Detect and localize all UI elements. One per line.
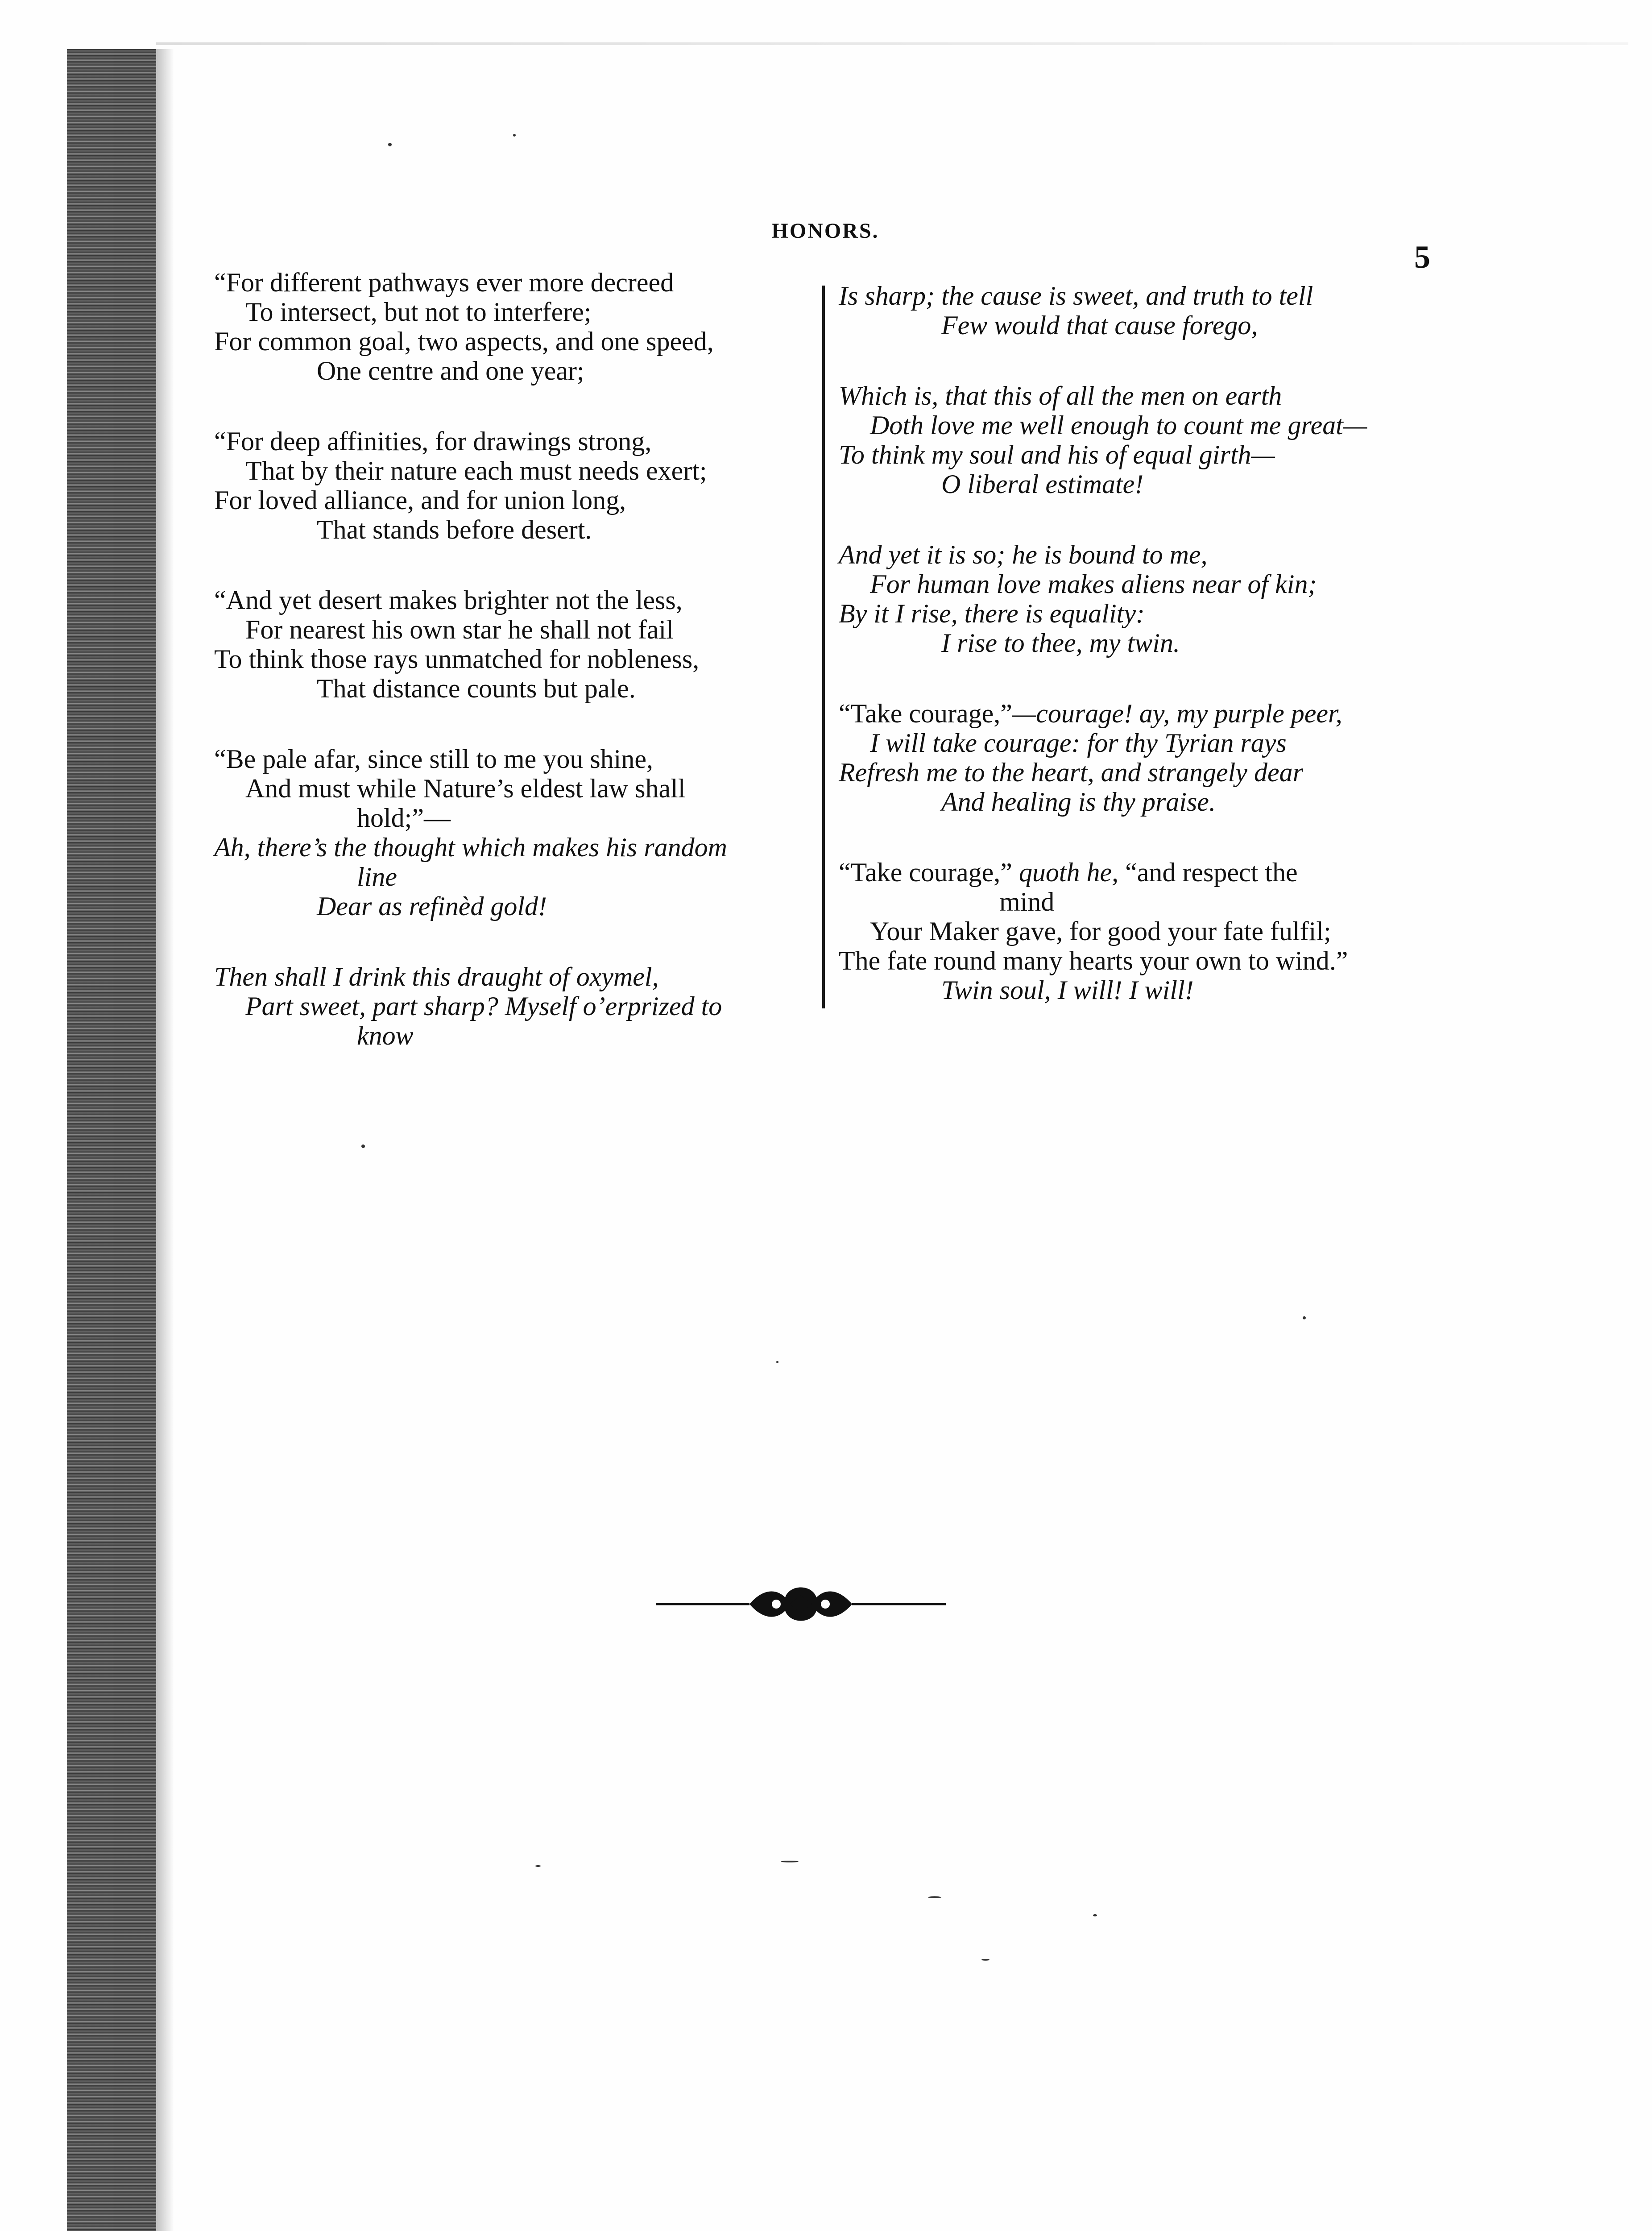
poem-line — [214, 744, 825, 774]
paper-speck — [388, 143, 392, 146]
poem-line-text: And healing is thy praise. — [941, 787, 1216, 817]
page-number: 5 — [1414, 239, 1430, 275]
poem-line — [839, 440, 1450, 469]
poem-line — [214, 515, 825, 544]
poem-stanza — [839, 858, 1450, 1005]
poem-line-text: “Take courage,” — [839, 858, 1019, 887]
poem-line-text: To think my soul and his of equal girth— — [839, 440, 1275, 469]
poem-stanza — [214, 744, 825, 921]
poem-line — [214, 297, 825, 327]
poem-line — [214, 833, 825, 862]
right-column — [839, 281, 1450, 1046]
poem-line — [214, 615, 825, 644]
poem-line-text: quoth he, — [1019, 858, 1119, 887]
poem-line-text: Dear as refinèd gold! — [317, 892, 547, 921]
poem-line — [839, 628, 1450, 658]
poem-line — [839, 728, 1450, 758]
page-top-edge — [156, 42, 1628, 45]
poem-line-text: Which is, that this of all the men on earth — [839, 381, 1282, 411]
poem-line — [214, 356, 825, 386]
poem-line — [214, 456, 825, 485]
poem-line-text: The fate round many hearts your own to wind.” — [839, 946, 1348, 975]
paper-speck — [361, 1145, 365, 1148]
poem-line-text: For nearest his own star he shall not fail — [245, 615, 674, 644]
poem-line — [214, 774, 825, 803]
column-divider — [822, 286, 825, 1008]
poem-line-text: “Take courage,” — [839, 699, 1012, 728]
poem-line-text: That by their nature each must needs exert; — [245, 456, 707, 485]
poem-line — [839, 281, 1450, 311]
poem-line-text: I rise to thee, my twin. — [941, 628, 1180, 658]
tailpiece-ornament-icon — [656, 1580, 946, 1629]
paper-speck — [1093, 1914, 1097, 1916]
book-binding-edge — [67, 49, 156, 2231]
paper-speck — [535, 1865, 541, 1867]
poem-line-text: For common goal, two aspects, and one speed, — [214, 327, 714, 356]
paper-speck — [776, 1361, 778, 1363]
poem-line-text: For loved alliance, and for union long, — [214, 485, 626, 515]
poem-line — [214, 427, 825, 456]
poem-line-text: “And yet desert makes brighter not the less, — [214, 585, 683, 615]
poem-line — [839, 858, 1450, 887]
poem-line — [214, 644, 825, 674]
poem-line-text: Few would that cause forego, — [941, 311, 1258, 340]
poem-line-text: mind — [999, 887, 1055, 916]
poem-line — [839, 311, 1450, 340]
poem-stanza — [839, 540, 1450, 658]
poem-line-text: To intersect, but not to interfere; — [245, 297, 592, 327]
poem-line-text: That stands before desert. — [317, 515, 592, 544]
poem-line-text: Refresh me to the heart, and strangely dear — [839, 758, 1303, 787]
poem-line-text: By it I rise, there is equality: — [839, 599, 1145, 628]
poem-line — [214, 585, 825, 615]
poem-line — [839, 599, 1450, 628]
poem-line — [839, 381, 1450, 411]
poem-line-text: Your Maker gave, for good your fate fulfil; — [870, 916, 1331, 946]
paper-speck — [513, 134, 516, 137]
poem-line-text: One centre and one year; — [317, 356, 584, 386]
poem-stanza — [214, 268, 825, 386]
poem-line — [214, 485, 825, 515]
poem-stanza — [214, 427, 825, 544]
poem-line — [839, 699, 1450, 728]
poem-line — [839, 540, 1450, 569]
poem-stanza — [839, 699, 1450, 817]
poem-line — [839, 916, 1450, 946]
poem-line-text: Twin soul, I will! I will! — [941, 975, 1194, 1005]
poem-line-text: Doth love me well enough to count me great— — [870, 411, 1367, 440]
poem-line-text: Ah, there’s the thought which makes his random — [214, 833, 727, 862]
poem-line — [839, 469, 1450, 499]
poem-line — [214, 1021, 825, 1050]
poem-line-text: “and respect the — [1118, 858, 1298, 887]
poem-line-text: Part sweet, part sharp? Myself o’erprized to — [245, 991, 722, 1021]
poem-line — [839, 787, 1450, 817]
paper-speck — [928, 1896, 941, 1898]
poem-stanza — [214, 585, 825, 703]
poem-line — [839, 569, 1450, 599]
poem-line-text: And must while Nature’s eldest law shall — [245, 774, 686, 803]
poem-line — [839, 758, 1450, 787]
poem-line — [214, 803, 825, 833]
poem-line-text: know — [357, 1021, 414, 1050]
poem-line — [214, 991, 825, 1021]
poem-line — [839, 887, 1450, 916]
paper-speck — [981, 1959, 990, 1961]
poem-line — [214, 327, 825, 356]
poem-stanza — [839, 381, 1450, 499]
poem-line-text: “For different pathways ever more decreed — [214, 268, 674, 297]
poem-line-text: —courage! ay, my purple peer, — [1012, 699, 1342, 728]
poem-line-text: Then shall I drink this draught of oxymel, — [214, 962, 659, 991]
poem-line-text: That distance counts but pale. — [317, 674, 636, 703]
paper-speck — [1303, 1316, 1306, 1319]
poem-line-text: And yet it is so; he is bound to me, — [839, 540, 1208, 569]
poem-line-text: “Be pale afar, since still to me you shine, — [214, 744, 653, 774]
running-header-title: HONORS. — [771, 219, 879, 243]
paper-speck — [781, 1861, 799, 1862]
poem-line — [214, 962, 825, 991]
poem-stanza — [839, 281, 1450, 340]
poem-line-text: To think those rays unmatched for nobleness, — [214, 644, 700, 674]
poem-line-text: hold;”— — [357, 803, 451, 833]
poem-line — [214, 862, 825, 892]
left-column — [214, 268, 825, 1091]
poem-line — [839, 411, 1450, 440]
poem-stanza — [214, 962, 825, 1050]
poem-line — [214, 674, 825, 703]
poem-line — [214, 268, 825, 297]
poem-line-text: O liberal estimate! — [941, 469, 1144, 499]
poem-line-text: I will take courage: for thy Tyrian rays — [870, 728, 1287, 758]
poem-line-text: line — [357, 862, 397, 892]
poem-line — [839, 975, 1450, 1005]
poem-line — [214, 892, 825, 921]
poem-line — [839, 946, 1450, 975]
poem-line-text: For human love makes aliens near of kin; — [870, 569, 1317, 599]
poem-line-text: “For deep affinities, for drawings strong, — [214, 427, 652, 456]
poem-line-text: Is sharp; the cause is sweet, and truth to tell — [839, 281, 1313, 311]
